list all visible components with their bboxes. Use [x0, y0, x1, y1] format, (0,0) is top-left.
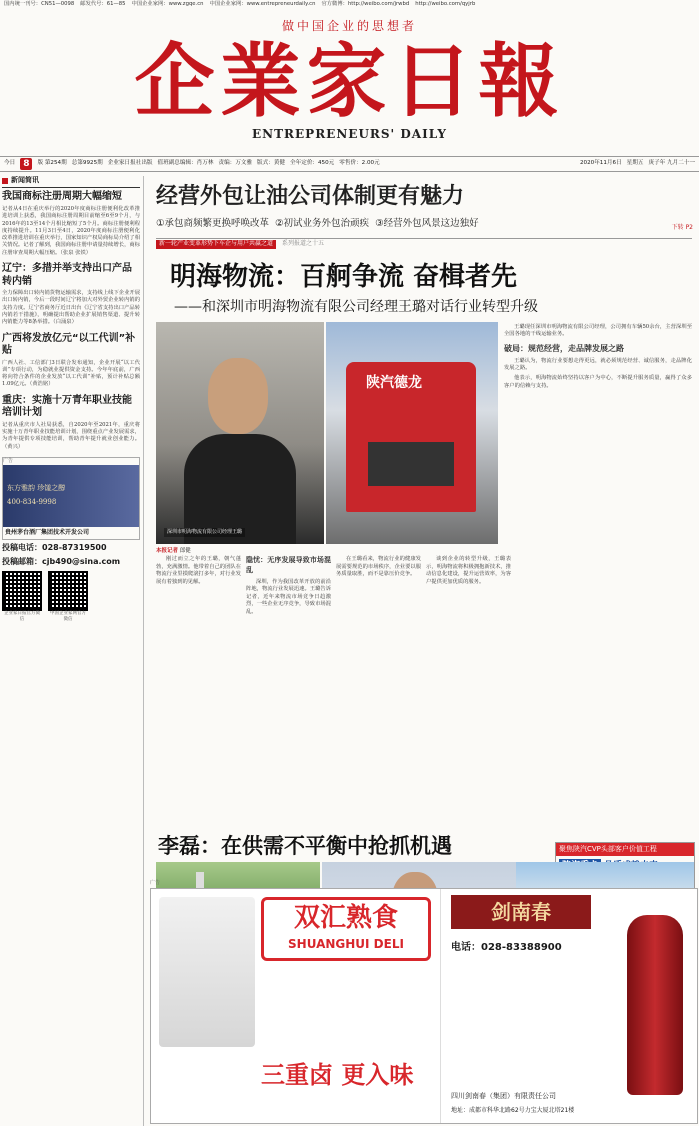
qr-code-icon[interactable] — [2, 571, 42, 611]
issue-item: 零售价：2.00元 — [339, 160, 380, 167]
page-number-badge: 8 — [20, 158, 32, 170]
issue-info-bar — [0, 156, 699, 172]
topline-item[interactable]: 中国企业家网：www.entrepreneurdaily.cn — [209, 1, 316, 7]
wine-ad-company: 贵州茅台酒厂集团技术开发公司 — [5, 528, 90, 536]
ad-label: 广告 — [3, 457, 14, 464]
second-headline[interactable]: 李磊：在供需不平衡中抢抓机遇 — [158, 833, 452, 858]
issue-item: 责编：万文雅 — [218, 160, 253, 167]
issue-item: 值班副总编辑：肖万林 — [157, 160, 214, 167]
feature-subheadline: ——和深圳市明海物流有限公司经理王璐对话行业转型升级 — [174, 299, 538, 315]
wine-ad-banner[interactable] — [3, 465, 139, 527]
feature-sidebar — [504, 324, 692, 393]
news-brief[interactable] — [2, 263, 140, 326]
news-brief[interactable] — [2, 333, 140, 389]
truck-grill — [368, 442, 454, 486]
newspaper-logo: 企業家日報 — [134, 34, 565, 128]
lead-subheads — [156, 218, 479, 231]
series-tag: 新一轮产业变革形势下车企与用户共赢之道 — [156, 240, 276, 248]
continued-on-link[interactable]: 下转 P2 — [671, 224, 693, 231]
news-brief-body: 记者从重庆市人社局获悉，自2020年至2021年，重庆将实施十万青年职业技能培训计划，围绕重点产业发展需求，为青年提供专项技能培训，帮助青年提升就业创业能力。（黄兴） — [2, 421, 140, 450]
shuanghui-name: 双汇熟食 — [293, 903, 398, 933]
sidebar-paragraph: 王璐现任深圳市明海物流有限公司经理，公司拥有车辆50余台，主营深圳至全国各地的干线运输业务。 — [504, 324, 692, 338]
news-brief[interactable] — [2, 191, 140, 257]
wine-ad-phone: 400-834-9998 — [7, 497, 57, 506]
article-paragraph: 刚过而立之年的王璐，朝气蓬勃，充满激情。他带着自己的团队在物流行业里摸爬滚打多年，对行业发展有着独到的见解。 — [156, 556, 241, 585]
news-brief-title[interactable]: 我国商标注册周期大幅缩短 — [2, 191, 122, 203]
topline-item: 国内统一刊号：CN51—0098 — [4, 1, 75, 7]
truck-brand: 陕汽德龙 — [366, 375, 422, 391]
article-column — [336, 556, 421, 581]
qr-caption: 企业家日报官方微信 — [4, 611, 40, 623]
sidebar-subhead: 破局：规范经营，走品牌发展之路 — [504, 344, 624, 354]
news-brief-title[interactable]: 广西将发放亿元“以工代训”补贴 — [2, 332, 136, 356]
news-brief-title[interactable]: 重庆：实施十万青年职业技能培训计划 — [2, 394, 132, 419]
today-label: 今日 — [4, 160, 16, 167]
series-number: 系列报道之十五 — [282, 240, 325, 248]
byline-name: 郎健 — [179, 548, 191, 554]
portrait-photo — [156, 322, 324, 544]
section-title: 新闻简讯 — [11, 176, 39, 184]
person-face — [208, 358, 268, 434]
qr-caption: 中国企业家网官方微信 — [50, 611, 86, 623]
masthead — [0, 8, 699, 154]
liquor-bottle-icon — [627, 915, 683, 1095]
news-brief-title[interactable]: 辽宁：多措并举支持出口产品转内销 — [2, 263, 132, 287]
series-banner — [156, 238, 692, 250]
jiannanchun-address: 地址：成都市科华北路62号力宝大厦北塔21楼 — [451, 1106, 575, 1114]
issue-item: 版 第254期 — [37, 160, 67, 167]
topline-item: 邮发代号：61—85 — [80, 1, 126, 7]
contact-email[interactable]: 投稿邮箱：cjb490@sina.com — [2, 556, 121, 566]
section-header — [2, 176, 140, 188]
issue-item: 企业家日报社出版 — [107, 160, 153, 167]
article-column — [426, 556, 511, 588]
shuanghui-name-en: SHUANGHUI DELI — [288, 937, 404, 951]
jiannanchun-logo: 剑南春 — [451, 895, 591, 929]
topline-item[interactable]: 官方微博：http://weibo.com/jrwbd — [321, 1, 410, 7]
contact-phone: 投稿电话：028-87319500 — [2, 542, 107, 552]
byline-tag: 本报记者 — [156, 548, 179, 554]
article-paragraph: 深圳，作为我国改革开放的前沿阵地，物流行业发展迅速。王璐告诉记者，近年来物流市场竞争日趋激烈，一些企业无序竞争，导致市场混乱。 — [246, 578, 331, 615]
qr-code-icon[interactable] — [48, 571, 88, 611]
article-column — [156, 556, 241, 588]
lead-headline[interactable]: 经营外包让油公司体制更有魅力 — [156, 184, 465, 209]
feature-headline[interactable]: 明海物流：百舸争流 奋楫者先 — [170, 262, 518, 292]
shacman-ad-top: 聚焦陕汽CVP头部客户价值工程 — [556, 843, 694, 856]
article-paragraph: 在王璐看来，物流行业的健康发展需要规范的市场秩序，企业要以服务质量取胜，而不是靠压价竞争。 — [336, 556, 421, 578]
jiannanchun-company: 四川剑南春（集团）有限责任公司 — [451, 1091, 556, 1100]
masthead-slogan: 做中国企业的思想者 — [281, 19, 417, 33]
issue-item: 版式：黄健 — [257, 160, 286, 167]
news-brief-body: 全力保障出口转内销货物运输需求，支持线上线下企业开展出口转内销，今后一段时间辽宁将加大对外贸企业转内销的支持力度。辽宁省商务厅近日出台《辽宁省支持出口产品转内销若干措施》，明确提出帮助企业扩展销售渠道、提升转内销能力等8条举措。（白涌泉） — [2, 290, 140, 326]
shuanghui-slogan: 三重卤 更入味 — [261, 1061, 414, 1089]
sidebar-paragraph: 他表示，明海物流始终坚持以客户为中心，不断提升服务质量，赢得了众多客户的信赖与支持。 — [504, 375, 692, 389]
top-info-line — [0, 0, 699, 8]
lead-subhead: ③经营外包风景这边独好 — [375, 218, 479, 229]
newspaper-logo-en: ENTREPRENEURS' DAILY — [252, 127, 447, 141]
topline-item[interactable]: http://weibo.com/qyjrb — [415, 1, 476, 7]
sidebar-paragraph: 王璐认为，物流行业要想走得更远，就必须规范经营、诚信服务，走品牌化发展之路。 — [504, 358, 692, 372]
wine-ad[interactable] — [2, 457, 140, 540]
issue-weekday: 星期五 — [626, 160, 644, 167]
bottom-ad[interactable] — [150, 888, 698, 1124]
photo-caption: 深圳市明海物流有限公司经理王璐 — [164, 528, 245, 537]
shuanghui-ad[interactable] — [151, 889, 441, 1123]
news-brief-body: 记者从4日在重庆举行的2020年度商标注册便利化改革推进培训上获悉，我国商标注册周期目前缩至6至9个月，与2016年的13至14个月相比缩短了5个月。商标注册便利程度持续提升。11月3日至4日，2020年度商标注册便利化改革推进培训在重庆举行，国家知识产权局商标局介绍了相关情况。记者了解到，我国商标注册申请量持续增长，商标注册审查周期大幅压缩。（张泉 张铁） — [2, 205, 140, 256]
feature-byline — [156, 548, 191, 555]
section-marker-icon — [2, 178, 8, 184]
jiannanchun-ad[interactable] — [441, 889, 697, 1123]
issue-item: 总第9925期 — [71, 160, 103, 167]
issue-date: 2020年11月6日 — [579, 160, 622, 167]
truck-photo — [326, 322, 498, 544]
topline-item[interactable]: 中国企业家网：www.zgqe.cn — [131, 1, 204, 7]
shuanghui-logo — [261, 897, 431, 961]
wine-ad-name: 东方雅韵 珍馐之醇 — [7, 484, 66, 493]
lead-subhead: ①承包商频繁更换呼唤改革 — [156, 218, 270, 229]
left-news-column — [2, 176, 144, 1126]
news-brief[interactable] — [2, 395, 140, 451]
issue-item: 全年定价：450元 — [290, 160, 335, 167]
news-brief-body: 广西人社、工信部门3日联合发布通知，企业开展“以工代训”专项行动，为稳就业提供资金支持。今年年底前，广西将向符合条件的企业发放“以工代训”补贴，预计补贴总额1.09亿元。（黄浩铭） — [2, 359, 140, 388]
food-package-icon — [159, 897, 255, 1047]
ad-label: 广告 — [150, 880, 161, 886]
article-column — [246, 556, 331, 618]
lead-subhead: ②初试业务外包治顽疾 — [275, 218, 370, 229]
jiannanchun-phone: 电话：028-83388900 — [451, 942, 562, 953]
issue-lunar-date: 庚子年 九月二十一 — [648, 160, 695, 167]
qr-code-row — [2, 571, 140, 623]
article-paragraph: 谈到企业的转型升级，王璐表示，明海物流将积极拥抱新技术，推动信息化建设，提升运营效率，为客户提供更加优质的服务。 — [426, 556, 511, 585]
article-subhead: 隐忧：无序发展导致市场混乱 — [246, 556, 331, 574]
